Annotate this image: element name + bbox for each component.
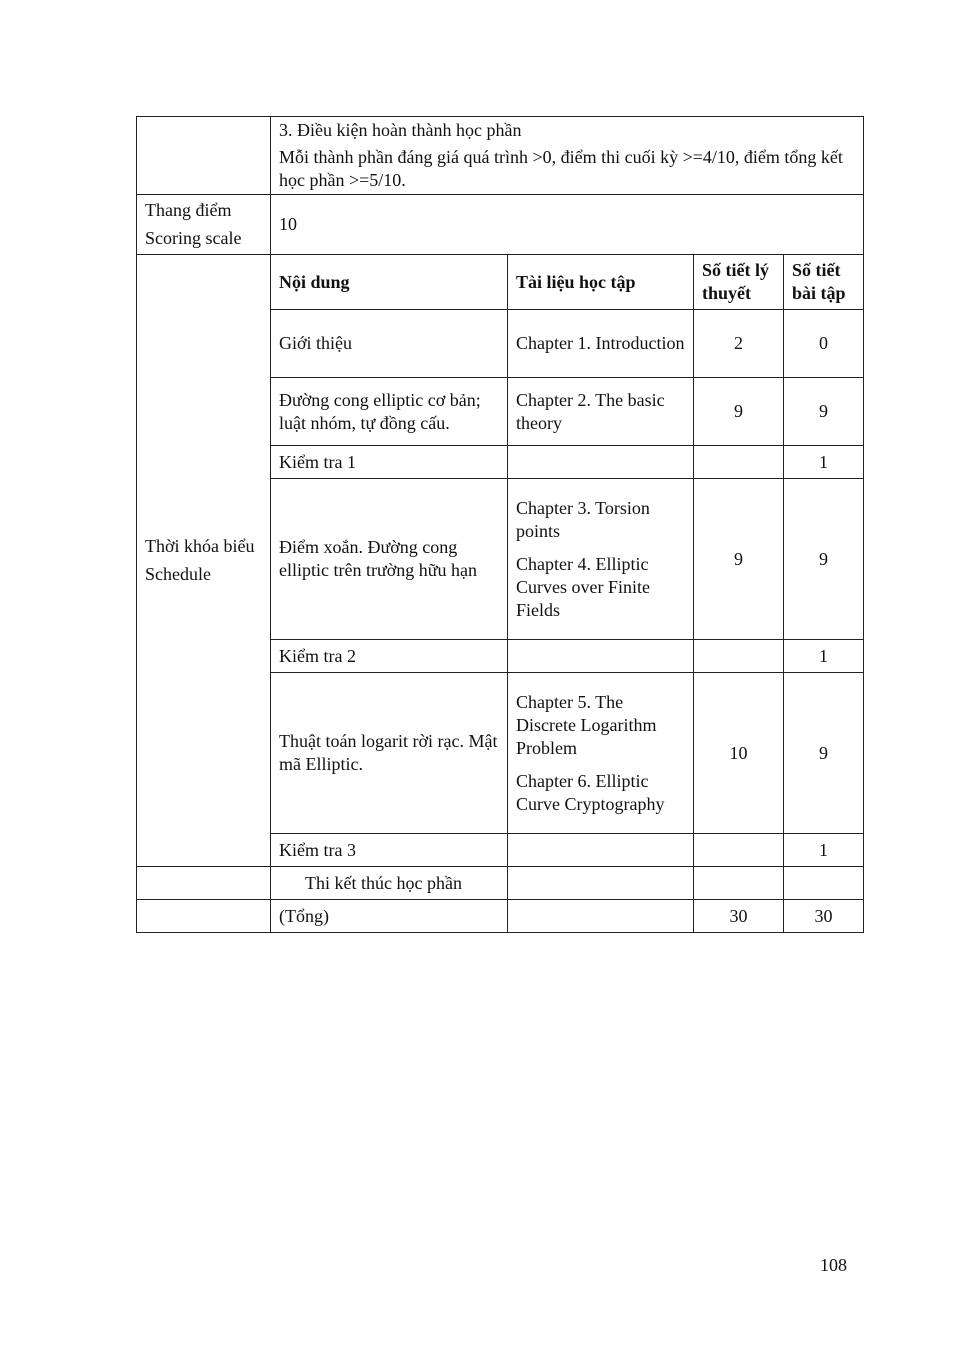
completion-row [137,117,864,195]
row-materials [508,640,694,673]
header-content: Nội dung [271,255,508,310]
completion-title: 3. Điều kiện hoàn thành học phần [279,120,522,140]
row-theory: 9 [694,378,784,446]
schedule-label-vi: Thời khóa biểu [145,536,255,556]
schedule-header-row [137,255,864,310]
final-exam-label: Thi kết thúc học phần [271,867,508,900]
row-exercise: 0 [784,310,864,378]
scoring-value: 10 [271,195,864,255]
row-theory [694,446,784,479]
row-content: Đường cong elliptic cơ bản; luật nhóm, tự đồng cấu. [271,378,508,446]
row-exercise: 1 [784,446,864,479]
scoring-row [137,195,864,255]
scoring-label-cell [137,195,271,255]
schedule-label-cell [137,255,271,867]
empty-cell [508,867,694,900]
row-materials [508,446,694,479]
row-exercise: 9 [784,673,864,834]
row-content: Giới thiệu [271,310,508,378]
row-theory: 10 [694,673,784,834]
material-item: Chapter 4. Elliptic Curves over Finite Fields [516,553,650,620]
empty-label-cell [137,867,271,900]
row-theory: 9 [694,479,784,640]
row-materials [508,673,694,834]
empty-cell [694,867,784,900]
row-exercise: 1 [784,640,864,673]
total-label: (Tổng) [271,900,508,933]
row-materials: Chapter 2. The basic theory [508,378,694,446]
total-theory: 30 [694,900,784,933]
total-row [137,900,864,933]
row-exercise: 9 [784,378,864,446]
empty-label-cell [137,117,271,195]
scoring-label-en: Scoring scale [145,228,242,248]
page-number: 108 [820,1255,847,1275]
row-exercise: 1 [784,834,864,867]
material-item: Chapter 6. Elliptic Curve Cryptography [516,770,665,814]
row-theory: 2 [694,310,784,378]
empty-cell [784,867,864,900]
completion-text: Mỗi thành phần đáng giá quá trình >0, điểm thi cuối kỳ >=4/10, điểm tổng kết học phần >=5/10. [279,147,843,190]
completion-cell [271,117,864,195]
row-theory [694,640,784,673]
row-materials: Chapter 1. Introduction [508,310,694,378]
course-table [136,116,864,933]
empty-cell [508,900,694,933]
row-theory [694,834,784,867]
total-exercise: 30 [784,900,864,933]
header-exercise: Số tiết bài tập [784,255,864,310]
material-item: Chapter 5. The Discrete Logarithm Problem [516,691,657,758]
row-materials [508,834,694,867]
empty-label-cell [137,900,271,933]
row-exercise: 9 [784,479,864,640]
row-content: Kiểm tra 2 [271,640,508,673]
final-exam-row [137,867,864,900]
row-content: Thuật toán logarit rời rạc. Mật mã Elliptic. [271,673,508,834]
material-item: Chapter 3. Torsion points [516,497,650,541]
row-content: Kiểm tra 1 [271,446,508,479]
row-content: Kiểm tra 3 [271,834,508,867]
row-content: Điểm xoắn. Đường cong elliptic trên trường hữu hạn [271,479,508,640]
header-materials: Tài liệu học tập [508,255,694,310]
header-theory: Số tiết lý thuyết [694,255,784,310]
row-materials [508,479,694,640]
scoring-label-vi: Thang điểm [145,200,232,220]
schedule-label-en: Schedule [145,564,211,584]
